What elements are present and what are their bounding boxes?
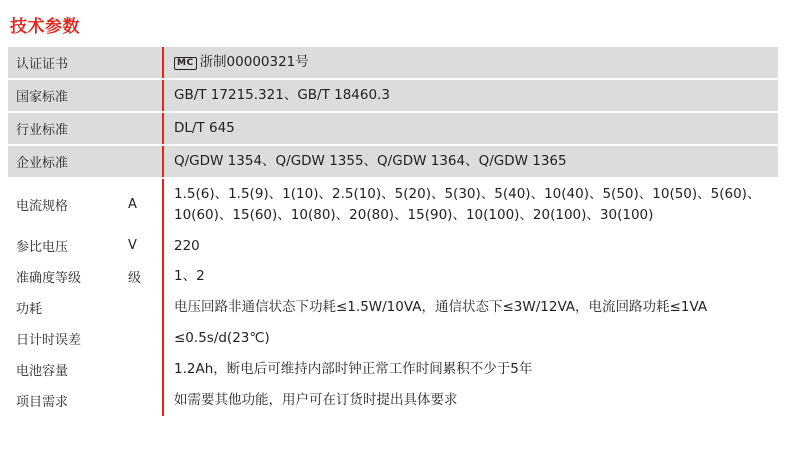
table-row [8, 112, 778, 145]
table-row [8, 385, 778, 416]
row-value: DL/T 645 [163, 112, 778, 145]
row-value: 如需要其他功能，用户可在订货时提出具体要求 [163, 385, 778, 416]
row-label: 功耗 [8, 292, 128, 323]
cert-badge-icon: MC [174, 57, 197, 70]
table-row [8, 79, 778, 112]
row-label: 参比电压 [8, 231, 128, 262]
row-unit [128, 354, 163, 385]
row-value: GB/T 17215.321、GB/T 18460.3 [163, 79, 778, 112]
row-value: 220 [163, 231, 778, 262]
row-label: 国家标准 [8, 79, 128, 112]
row-value: Q/GDW 1354、Q/GDW 1355、Q/GDW 1364、Q/GDW 1365 [163, 145, 778, 178]
table-row [8, 292, 778, 323]
row-value: 1、2 [163, 261, 778, 292]
row-unit [128, 323, 163, 354]
row-value: 电压回路非通信状态下功耗≤1.5W/10VA，通信状态下≤3W/12VA，电流回路功耗≤1VA [163, 292, 778, 323]
row-unit [128, 79, 163, 112]
table-row [8, 47, 778, 79]
table-row [8, 178, 778, 231]
table-row [8, 323, 778, 354]
row-label: 电池容量 [8, 354, 128, 385]
row-label: 企业标准 [8, 145, 128, 178]
row-value [163, 47, 778, 79]
row-label: 行业标准 [8, 112, 128, 145]
specification-table [8, 47, 778, 416]
table-row [8, 354, 778, 385]
row-unit: 级 [128, 261, 163, 292]
row-value-text: 浙制00000321号 [199, 54, 309, 70]
table-row [8, 231, 778, 262]
row-label: 日计时误差 [8, 323, 128, 354]
row-value: 1.2Ah，断电后可维持内部时钟正常工作时间累积不少于5年 [163, 354, 778, 385]
row-unit [128, 47, 163, 79]
row-unit [128, 292, 163, 323]
table-row [8, 261, 778, 292]
table-row [8, 145, 778, 178]
row-label: 项目需求 [8, 385, 128, 416]
row-label: 认证证书 [8, 47, 128, 79]
row-label: 电流规格 [8, 178, 128, 231]
row-value: 1.5(6)、1.5(9)、1(10)、2.5(10)、5(20)、5(30)、5(40)、10(40)、5(50)、10(50)、5(60)、10(60)、15(60)、10(80)、20(80)、15(90)、10(100)、20(100)、30(100) [163, 178, 778, 231]
row-unit: A [128, 178, 163, 231]
row-unit [128, 112, 163, 145]
row-value: ≤0.5s/d(23℃) [163, 323, 778, 354]
row-unit [128, 385, 163, 416]
row-unit: V [128, 231, 163, 262]
row-unit [128, 145, 163, 178]
row-label: 准确度等级 [8, 261, 128, 292]
table-body [8, 47, 778, 416]
page-title: 技术参数 [10, 17, 80, 37]
